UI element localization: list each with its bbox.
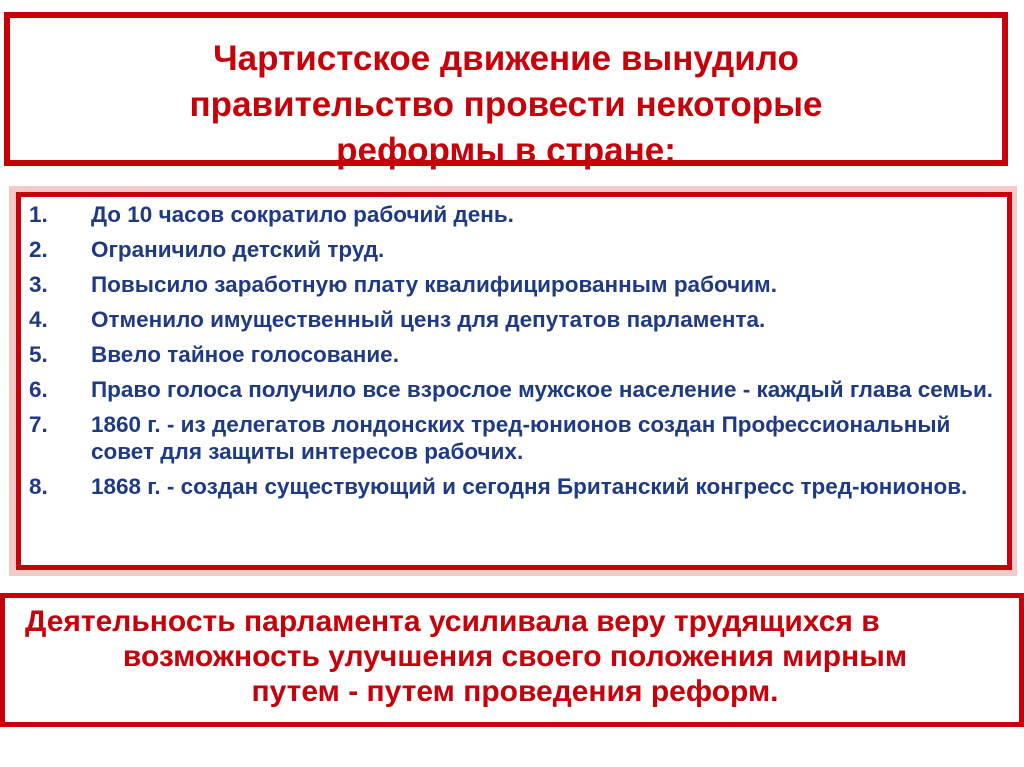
list-item xyxy=(29,306,999,333)
list-item xyxy=(29,341,999,368)
conclusion-line-1: Деятельность парламента усиливала веру трудящихся в xyxy=(25,605,880,638)
conclusion-line-2: возможность улучшения своего положения мирным xyxy=(122,640,908,673)
conclusion-line-3: путем - путем проведения реформ. xyxy=(251,675,779,708)
list-item-number: 6. xyxy=(29,377,48,402)
list-item xyxy=(29,473,999,500)
title-line-3: реформы в стране: xyxy=(336,131,676,170)
slide-title xyxy=(10,36,1002,174)
list-item-number: 5. xyxy=(29,342,48,367)
conclusion-text xyxy=(25,604,1005,709)
list-item-text: Право голоса получило все взрослое мужское население - каждый глава семьи. xyxy=(91,377,994,402)
list-item xyxy=(29,201,999,228)
list-item-text: 1868 г. - создан существующий и сегодня Британский конгресс тред-юнионов. xyxy=(91,474,968,499)
reforms-list-box xyxy=(16,192,1012,570)
list-item-number: 3. xyxy=(29,272,48,297)
conclusion-box xyxy=(0,593,1024,727)
title-line-1: Чартистское движение вынудило xyxy=(213,39,799,78)
list-item-number: 8. xyxy=(29,474,48,499)
list-item-text: До 10 часов сократило рабочий день. xyxy=(91,202,514,227)
list-item xyxy=(29,271,999,298)
list-item-text: Отменило имущественный ценз для депутатов парламента. xyxy=(91,307,766,332)
list-item xyxy=(29,411,999,465)
reforms-list xyxy=(29,201,999,508)
title-line-2: правительство провести некоторые xyxy=(189,85,823,124)
list-item-number: 4. xyxy=(29,307,48,332)
list-item-text: Повысило заработную плату квалифицированным рабочим. xyxy=(91,272,777,297)
list-item-number: 7. xyxy=(29,412,48,437)
list-item-text: Ввело тайное голосование. xyxy=(91,342,399,367)
list-item xyxy=(29,236,999,263)
list-item-text: 1860 г. - из делегатов лондонских тред-юнионов создан Профессиональный совет для защиты интересов рабочих. xyxy=(91,412,951,464)
list-item-text: Ограничило детский труд. xyxy=(91,237,385,262)
list-item-number: 2. xyxy=(29,237,48,262)
list-item xyxy=(29,376,999,403)
list-item-number: 1. xyxy=(29,202,48,227)
title-box xyxy=(4,12,1008,170)
